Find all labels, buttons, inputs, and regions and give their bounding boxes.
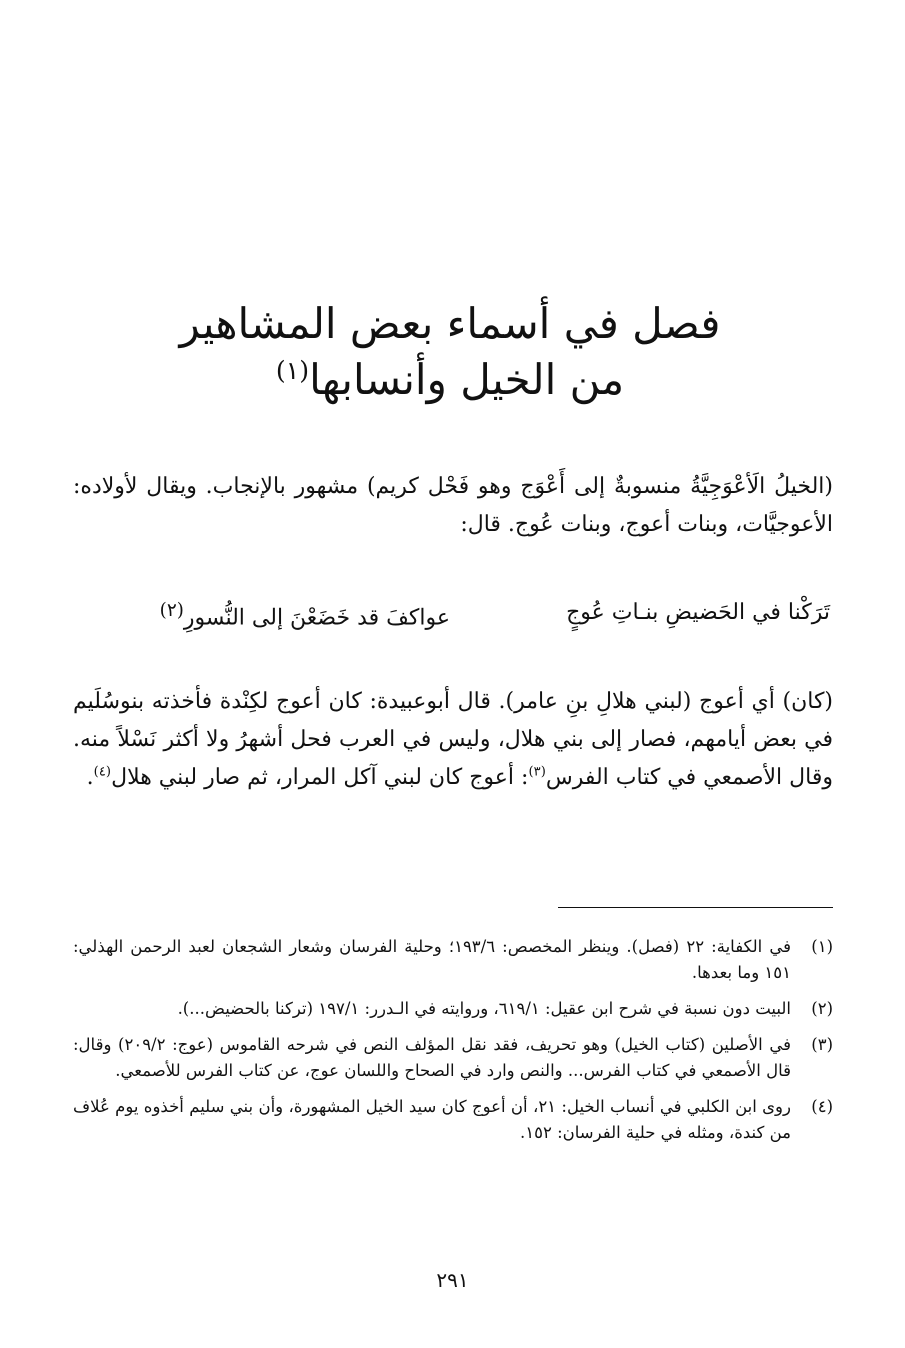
footnote-number: (٢) [811,999,833,1018]
footnote-text: البيت دون نسبة في شرح ابن عقيل: ٦١٩/١، وروايته في الـدرر: ١٩٧/١ (تركنا بالحضيض...). [177,999,791,1018]
footnote-text: روى ابن الكلبي في أنساب الخيل: ٢١، أن أعوج كان سيد الخيل المشهورة، وأن بني سليم أخذوه يوم عُلاف من كندة، ومثله في حلية الفرسان: ١٥٢. [73,1097,791,1142]
footnote-ref-1: (١) [275,356,310,385]
verse-second-hemistich-text: عواكفَ قد خَضَعْنَ إلى النُّسورِ [183,605,450,631]
footnote-text: في الكفاية: ٢٢ (فصل). وينظر المخصص: ١٩٣/٦؛ وحلية الفرسان وشعار الشجعان لعبد الرحمن الهذلي: ١٥١ وما بعدها. [73,937,791,982]
page-number: ٢٩١ [436,1268,469,1292]
footnote-3 [73,1032,833,1084]
verse-first-hemistich: تَرَكْنا في الحَضيضِ بنـاتِ عُوجٍ [566,600,830,625]
verse-second-hemistich [160,600,450,630]
footnote-1 [73,934,833,986]
paragraph-2-part2: : أعوج كان لبني آكل المرار، ثم صار لبني هلال [111,765,529,790]
footnote-ref-3: (٣) [528,764,546,780]
footnote-number: (٤) [811,1097,833,1116]
chapter-title-line2 [150,352,750,408]
footnote-text: في الأصلين (كتاب الخيل) وهو تحريف، فقد نقل المؤلف النص في شرحه القاموس (عوج: ٢٠٩/٢) وقال: قال الأصمعي في كتاب الفرس... والنص وارد في الصحاح واللسان عوج، عن كتاب الفرس للأصمعي. [73,1035,791,1080]
footnote-4 [73,1094,833,1146]
paragraph-2 [73,683,833,797]
chapter-title-line1: فصل في أسماء بعض المشاهير [179,299,721,348]
paragraph-1: (الخيلُ الَأعْوَجِيَّةُ منسوبةٌ إلى أَعْوَج وهو فَحْل كريم) مشهور بالإنجاب. ويقال لأولاده: الأعوجيَّات، وبنات أعوج، وبنات عُوج. قال: [73,474,833,537]
footnote-separator [558,907,833,908]
footnote-ref-4: (٤) [93,764,112,780]
chapter-title-line2-text: من الخيل وأنسابها [309,355,625,404]
paragraph-2-part1: (كان) أي أعوج (لبني هلالِ بنِ عامر). قال أبوعبيدة: كان أعوج لكِنْدة فأخذته بنوسُلَيم في بعض أيامهم، فصار إلى بني هلال، وليس في العرب فحل أشهرُ ولا أكثر نَسْلاً منه. وقال الأصمعي في كتاب الفرس [73,689,833,790]
poetry-verse [70,600,830,640]
chapter-title [150,296,750,408]
footnote-ref-2: (٢) [159,600,184,621]
footnotes-section [73,934,833,1156]
footnote-2 [73,996,833,1022]
footnote-number: (٣) [811,1035,833,1054]
footnote-number: (١) [811,937,833,956]
paragraph-2-part3: . [86,765,94,790]
